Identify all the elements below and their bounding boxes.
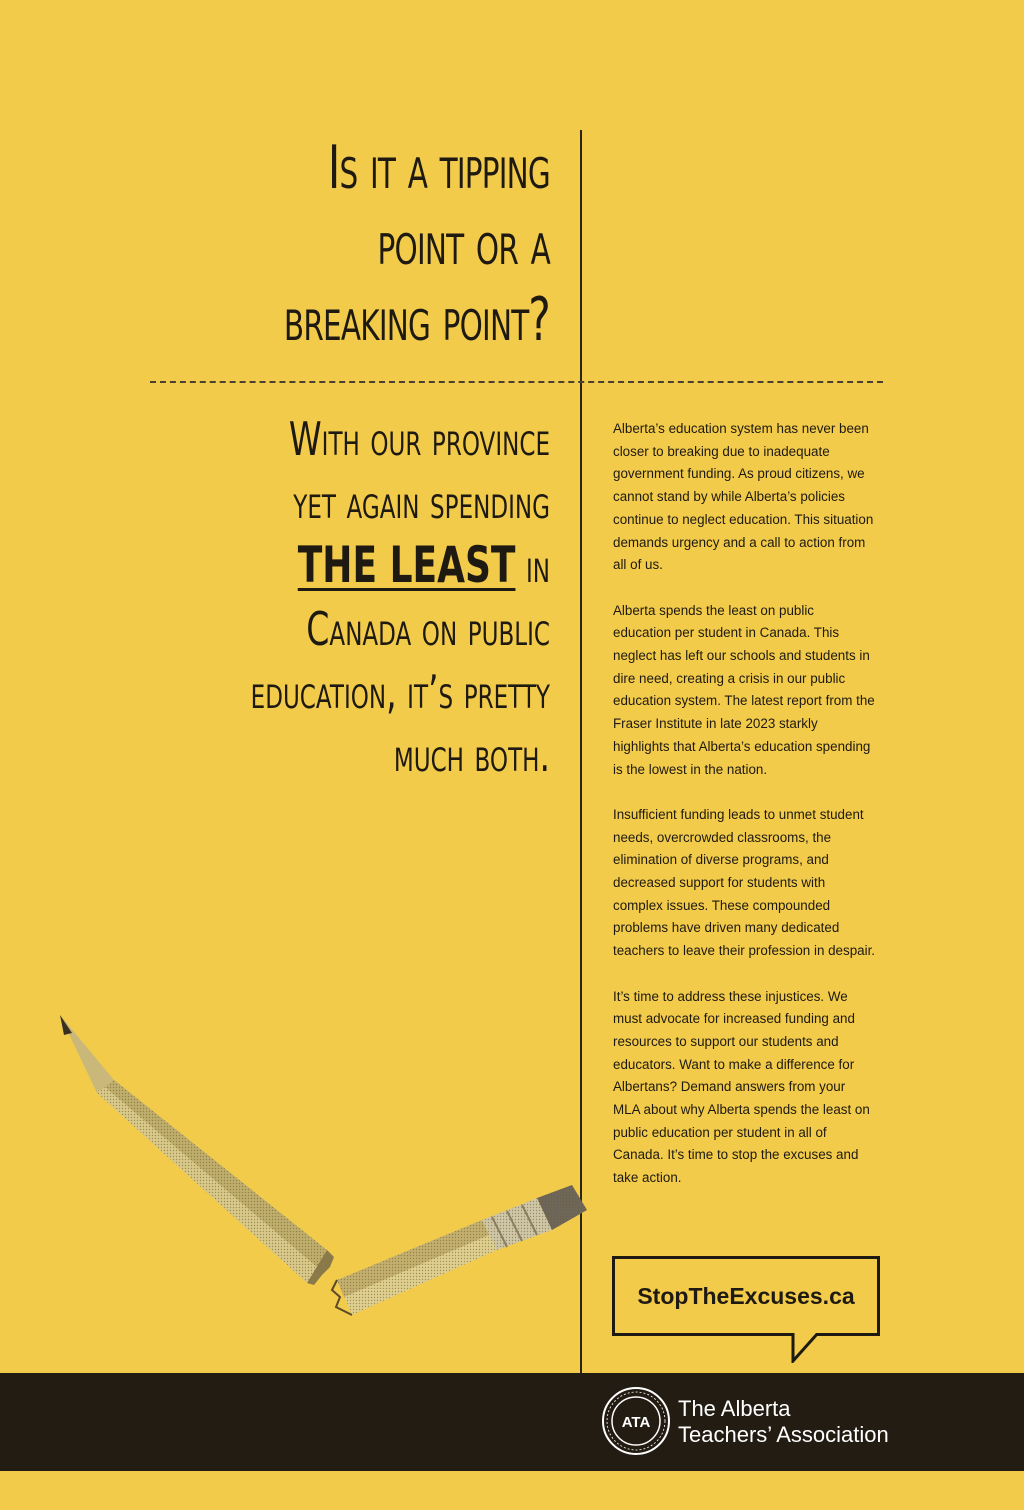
ata-seal-icon [601,1386,671,1456]
subhead-line: much both. [393,728,550,782]
subhead-line: yet again spending [293,475,550,529]
subhead-line: With our province [288,412,550,466]
speech-bubble-tail [790,1333,824,1363]
subhead-fragment: in [515,539,550,593]
org-name [678,1396,889,1448]
body-paragraph: It’s time to address these injustices. We must advocate for increased funding and resources to support our students and educators. Want to make a difference for Albertans? Demand answers from your MLA about why Alberta spends the least on public education per student in all of Canada. It’s time to stop the excuses and take action. [613,988,870,1186]
seal-letters: ATA [621,1414,651,1431]
headline-line: breaking point? [283,285,550,355]
website-callout[interactable] [612,1256,880,1336]
org-name-line: The Alberta [678,1396,791,1421]
subhead-line: Canada on public [306,602,550,656]
subheadline [110,408,550,787]
subhead-line [233,534,550,598]
headline-line: Is it a tipping [327,133,550,203]
website-link[interactable]: StopTheExcuses.ca [637,1282,855,1309]
broken-pencil-icon [52,1005,612,1335]
body-paragraph: Insufficient funding leads to unmet student needs, overcrowded classrooms, the elimination of diverse programs, and decreased support for students with complex issues. These compounded problems have driven many dedicated teachers to leave their profession in despair. [613,806,876,959]
body-paragraph: Alberta spends the least on public education per student in Canada. This neglect has left our schools and students in dire need, creating a crisis in our public education system. The latest report from the Fraser Institute in late 2023 starkly highlights that Alberta’s education spending is the lowest in the nation. [613,602,875,777]
headline [130,130,550,358]
body-copy [613,418,875,1213]
subhead-line: education, it’s pretty [250,665,550,719]
headline-line: point or a [377,209,550,279]
org-name-line: Teachers’ Association [678,1422,889,1447]
body-paragraph: Alberta’s education system has never been closer to breaking due to inadequate government funding. As proud citizens, we cannot stand by while Alberta’s policies continue to neglect education. This situation demands urgency and a call to action from all of us. [613,421,874,573]
dashed-divider [150,381,883,383]
emphasis-the-least: THE LEAST [297,536,516,594]
